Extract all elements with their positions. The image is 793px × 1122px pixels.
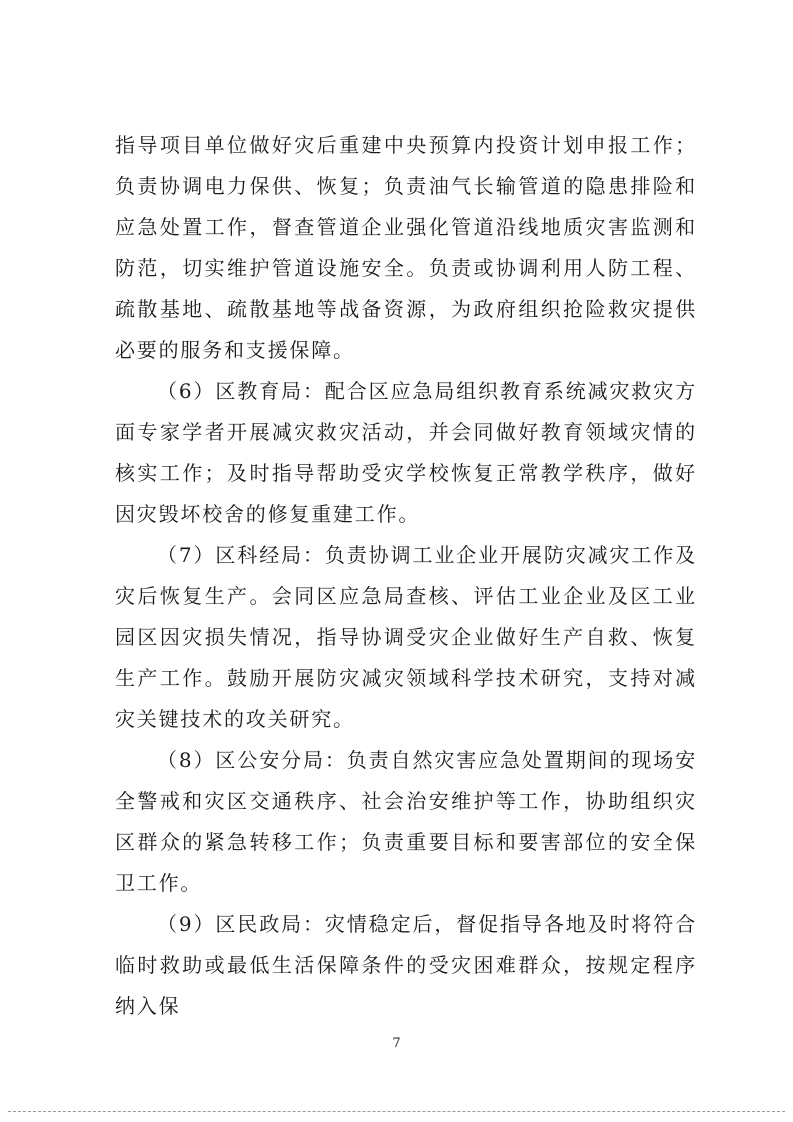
paragraph-civil-affairs-bureau: （9）区民政局：灾情稳定后，督促指导各地及时将符合临时救助或最低生活保障条件的受灾困难群众，按规定程序纳入保 — [115, 912, 697, 1018]
page-number: 7 — [392, 1036, 401, 1051]
document-body — [115, 125, 697, 1027]
bottom-divider — [8, 1111, 785, 1112]
paragraph-continuation: 指导项目单位做好灾后重建中央预算内投资计划申报工作；负责协调电力保供、恢复；负责油气长输管道的隐患排险和应急处置工作，督查管道企业强化管道沿线地质灾害监测和防范，切实维护管道设施安全。负责或协调利用人防工程、疏散基地、疏散基地等战备资源，为政府组织抢险救灾提供必要的服务和支援保障。 — [115, 133, 697, 362]
paragraph-science-economy-bureau: （7）区科经局：负责协调工业企业开展防灾减灾工作及灾后恢复生产。会同区应急局查核、评估工业企业及区工业园区因灾损失情况，指导协调受灾企业做好生产自救、恢复生产工作。鼓励开展防灾减灾领域科学技术研究，支持对减灾关键技术的攻关研究。 — [115, 543, 697, 731]
paragraph-education-bureau: （6）区教育局：配合区应急局组织教育系统减灾救灾方面专家学者开展减灾救灾活动，并会同做好教育领域灾情的核实工作；及时指导帮助受灾学校恢复正常教学秩序，做好因灾毁坏校舍的修复重建工作。 — [115, 379, 697, 526]
paragraph-public-security-bureau: （8）区公安分局：负责自然灾害应急处置期间的现场安全警戒和灾区交通秩序、社会治安维护等工作，协助组织灾区群众的紧急转移工作；负责重要目标和要害部位的安全保卫工作。 — [115, 748, 697, 895]
